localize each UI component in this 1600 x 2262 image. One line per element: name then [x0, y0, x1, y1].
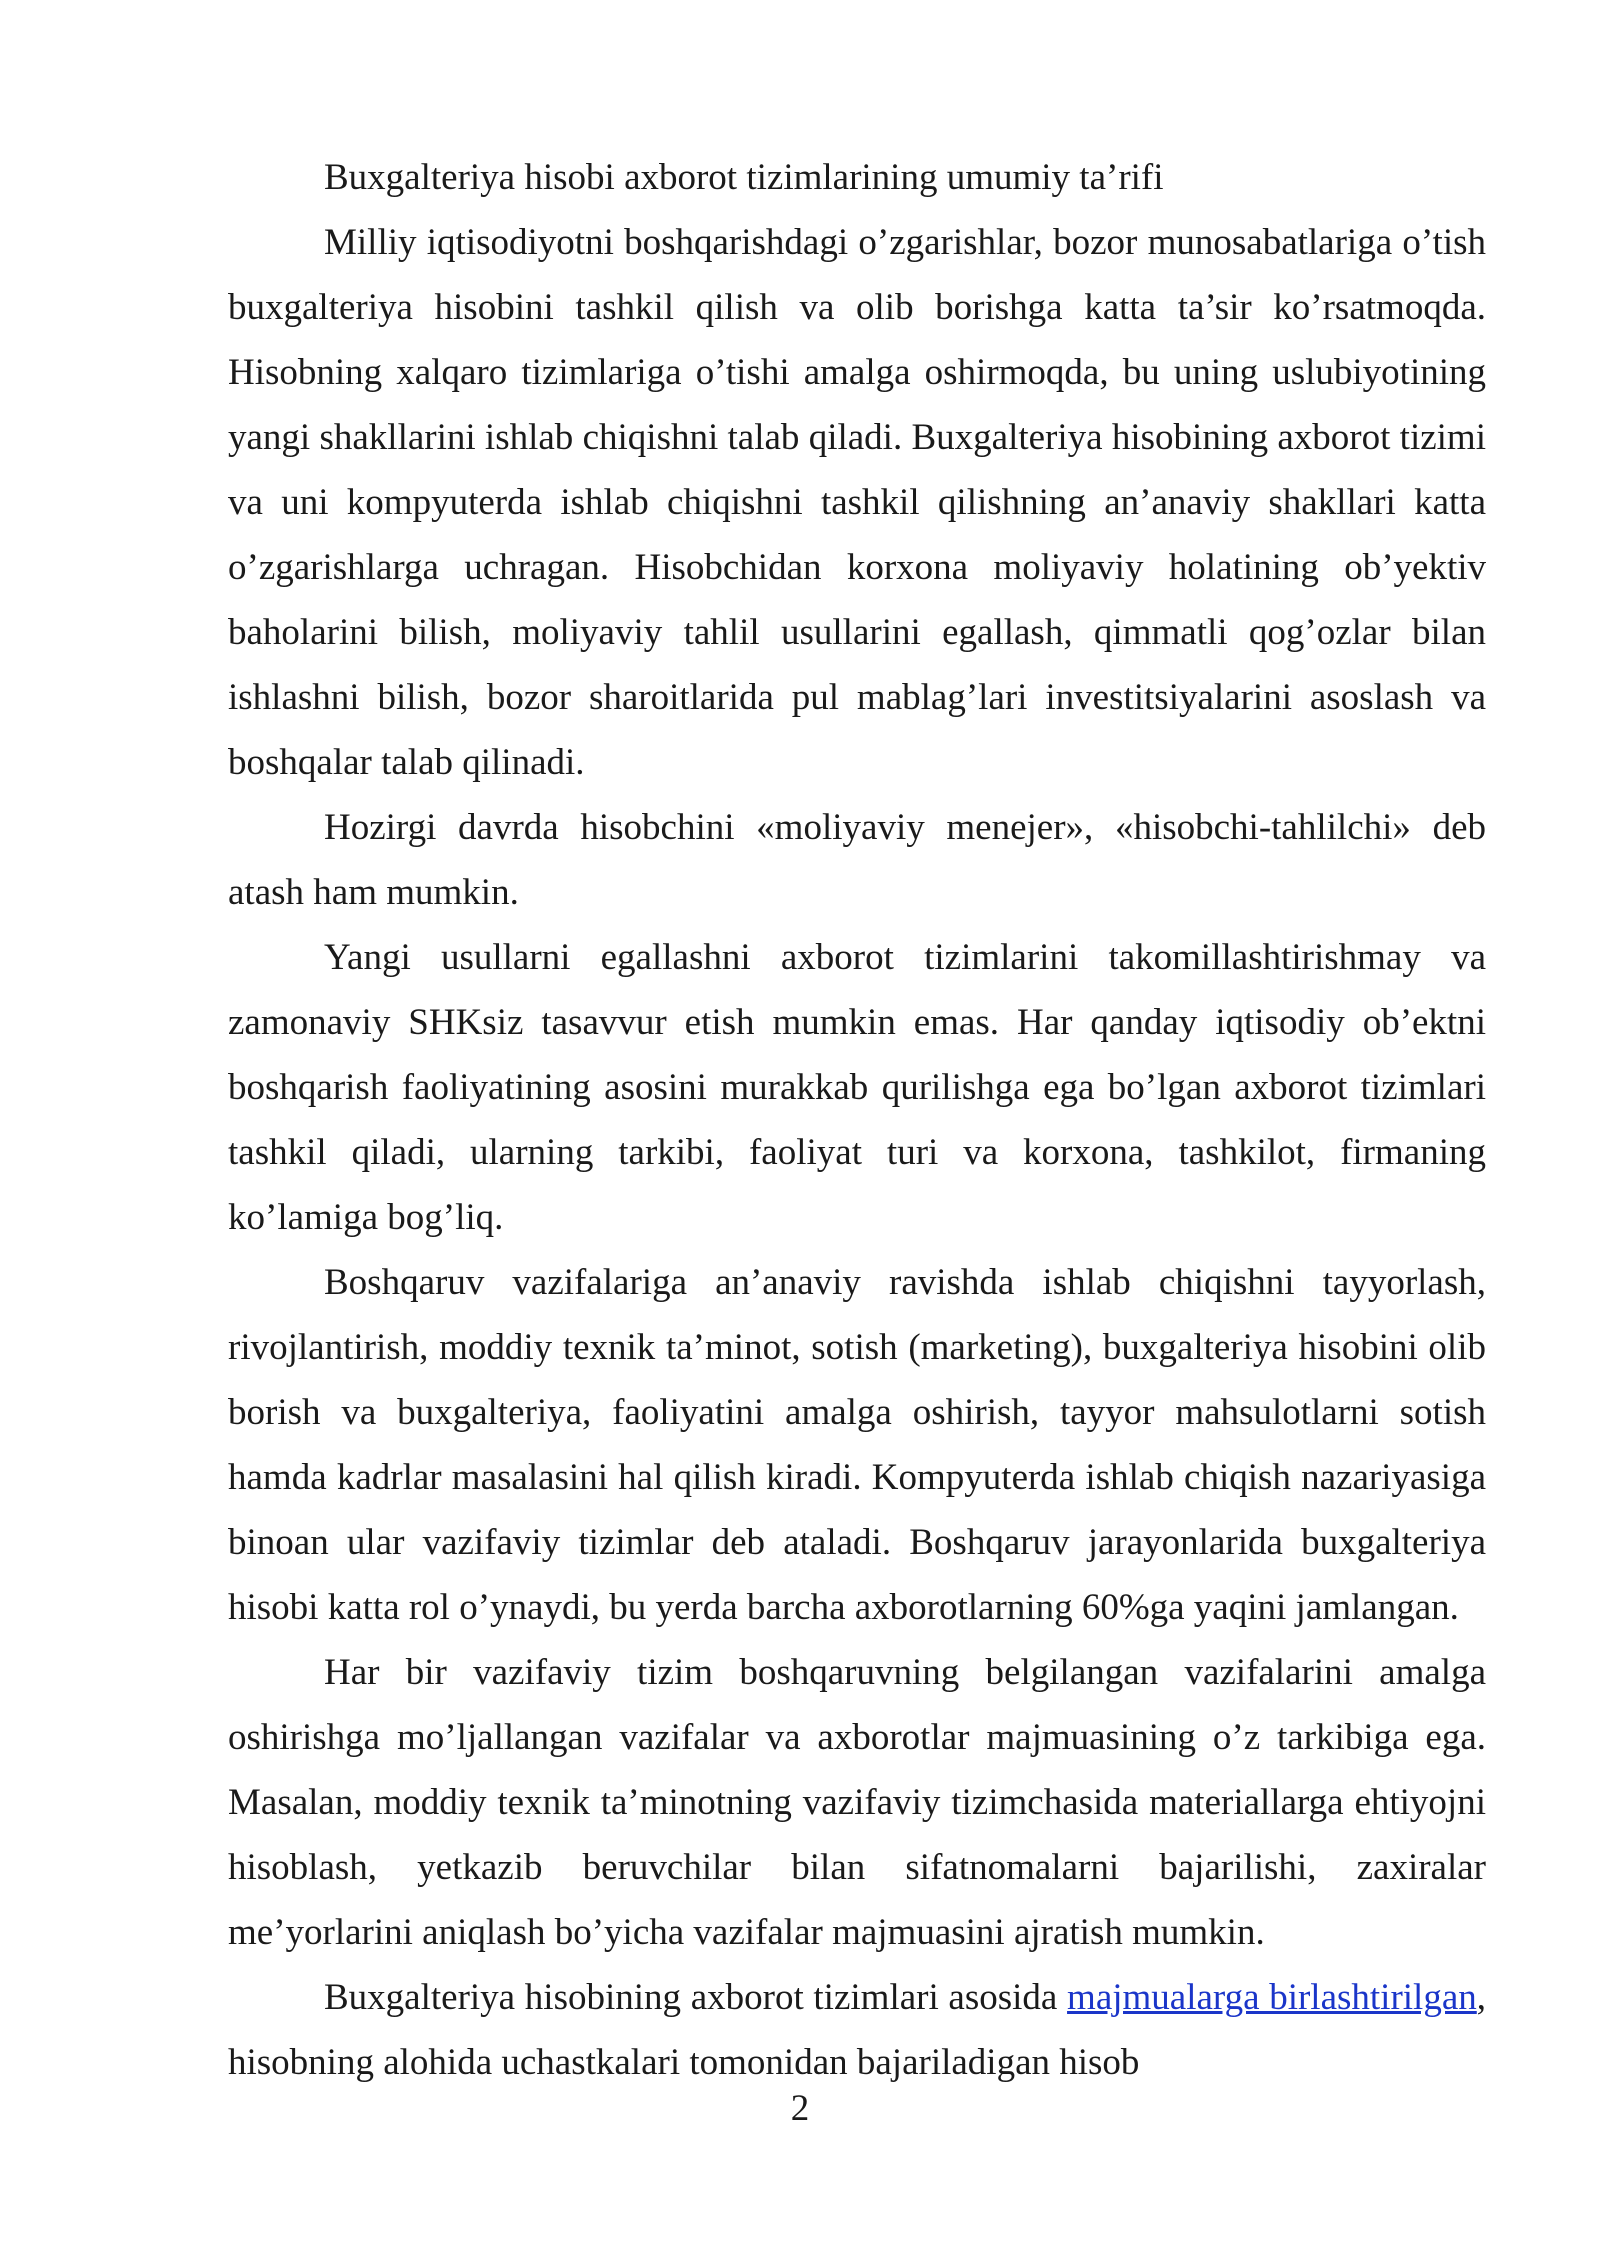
- paragraph-accounting-systems: [228, 1965, 1486, 2095]
- document-page: [228, 145, 1486, 2095]
- page-number: 2: [790, 2088, 810, 2129]
- paragraph-functional-system: Har bir vazifaviy tizim boshqaruvning belgilangan vazifalarini amalga oshirishga mo’ljallangan vazifalar va axborotlar majmuasining o’z tarkibiga ega. Masalan, moddiy texnik ta’minotning vazifaviy tizimchasida materiallarga ehtiyojni hisoblash, yetkazib beruvchilar bilan sifatnomalarni bajarilishi, zaxiralar me’yorlarini aniqlash bo’yicha vazifalar majmuasini ajratish mumkin.: [228, 1652, 1486, 1953]
- paragraph-management-functions: Boshqaruv vazifalariga an’anaviy ravishda ishlab chiqishni tayyorlash, rivojlantirish, moddiy texnik ta’minot, sotish (marketing), buxgalteriya hisobini olib borish va buxgalteriya, faoliyatini amalga oshirish, tayyor mahsulotlarni sotish hamda kadrlar masalasini hal qilish kiradi. Kompyuterda ishlab chiqish nazariyasiga binoan ular vazifaviy tizimlar deb ataladi. Boshqaruv jarayonlarida buxgalteriya hisobi katta rol o’ynaydi, bu yerda barcha axborotlarning 60%ga yaqini jamlangan.: [228, 1262, 1486, 1628]
- paragraph-text-after-link: , hisobning alohida uchastkalari tomonidan bajariladigan hisob: [228, 1977, 1487, 2083]
- complexes-link[interactable]: majmualarga birlashtirilgan: [1067, 1977, 1477, 2018]
- paragraph-economy-changes: Milliy iqtisodiyotni boshqarishdagi o’zgarishlar, bozor munosabatlariga o’tish buxgalteriya hisobini tashkil qilish va olib borishga katta ta’sir ko’rsatmoqda. Hisobning xalqaro tizimlariga o’tishi amalga oshirmoqda, bu uning uslubiyotining yangi shakllarini ishlab chiqishni talab qiladi. Buxgalteriya hisobining axborot tizimi va uni kompyuterda ishlab chiqishni tashkil qilishning an’anaviy shakllari katta o’zgarishlarga uchragan. Hisobchidan korxona moliyaviy holatining ob’yektiv baholarini bilish, moliyaviy tahlil usullarini egallash, qimmatli qog’ozlar bilan ishlashni bilish, bozor sharoitlarida pul mablag’lari investitsiyalarini asoslash va boshqalar talab qilinadi.: [228, 222, 1486, 783]
- section-heading: Buxgalteriya hisobi axborot tizimlarining umumiy ta’rifi: [324, 157, 1164, 198]
- paragraph-new-methods: Yangi usullarni egallashni axborot tizimlarini takomillashtirishmay va zamonaviy SHKsiz tasavvur etish mumkin emas. Har qanday iqtisodiy ob’ektni boshqarish faoliyatining asosini murakkab qurilishga ega bo’lgan axborot tizimlari tashkil qiladi, ularning tarkibi, faoliyat turi va korxona, tashkilot, firmaning ko’lamiga bog’liq.: [228, 937, 1486, 1238]
- paragraph-text-before-link: Buxgalteriya hisobining axborot tizimlari asosida: [324, 1977, 1068, 2018]
- paragraph-financial-manager: Hozirgi davrda hisobchini «moliyaviy menejer», «hisobchi-tahlilchi» deb atash ham mumkin.: [228, 807, 1486, 913]
